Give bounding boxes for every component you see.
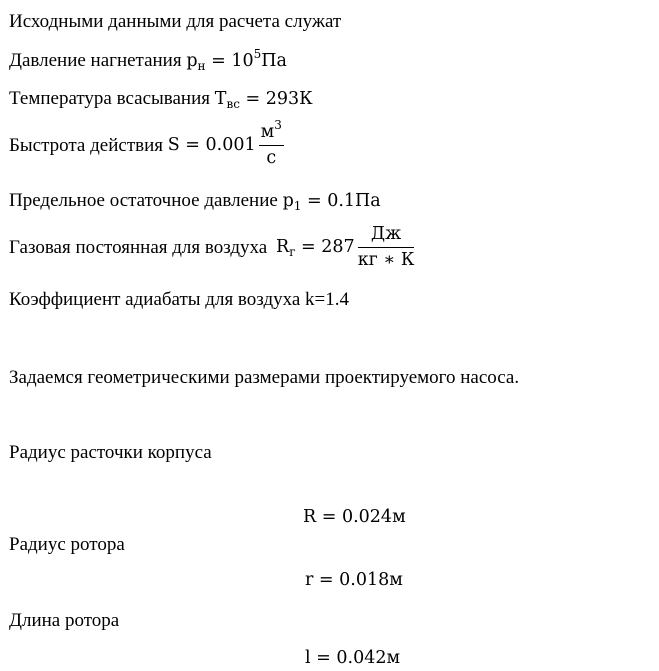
housing-bore-radius-label: Радиус расточки корпуса bbox=[9, 442, 212, 463]
param-suction-temperature bbox=[9, 89, 313, 109]
param-gas-constant bbox=[9, 226, 414, 269]
param-label: Газовая постоянная для воздуха bbox=[9, 237, 268, 258]
rotor-radius-value: r = 0.018м bbox=[305, 570, 403, 590]
fraction: $\frac{м^3}{с}$ bbox=[260, 118, 282, 168]
param-label: Температура всасывания bbox=[9, 88, 211, 109]
fraction: $\frac{Дж}{кг ∗ К}$ bbox=[357, 224, 415, 270]
rotor-length-value: l = 0.042м bbox=[305, 648, 401, 668]
geometry-intro-text: Задаемся геометрическими размерами проектируемого насоса. bbox=[9, 367, 520, 388]
param-adiabatic-index: Коэффициент адиабаты для воздуха k=1.4 bbox=[9, 289, 350, 310]
formula: $p_1 = 0.1Па$ bbox=[282, 191, 381, 213]
intro-text: Исходными данными для расчета служат bbox=[9, 11, 342, 32]
housing-bore-radius-value: R = 0.024м bbox=[303, 507, 406, 527]
param-label: Предельное остаточное давление bbox=[9, 190, 278, 211]
formula: S = 0.001 $\frac{м^3}{с}$ bbox=[167, 118, 282, 168]
param-discharge-pressure bbox=[9, 47, 287, 73]
param-label: Быстрота действия bbox=[9, 135, 163, 156]
formula: $p_н = 10^5Па$ bbox=[186, 47, 287, 73]
param-pumping-speed bbox=[9, 118, 284, 168]
param-ultimate-pressure bbox=[9, 191, 381, 211]
formula: $R_г = 287$ $\frac{Дж}{кг ∗ К}$ bbox=[276, 224, 415, 270]
formula: $T_{вс} = 293К$ bbox=[214, 89, 313, 111]
rotor-radius-label: Радиус ротора bbox=[9, 534, 125, 555]
rotor-length-label: Длина ротора bbox=[9, 610, 120, 631]
param-label: Давление нагнетания bbox=[9, 50, 182, 71]
